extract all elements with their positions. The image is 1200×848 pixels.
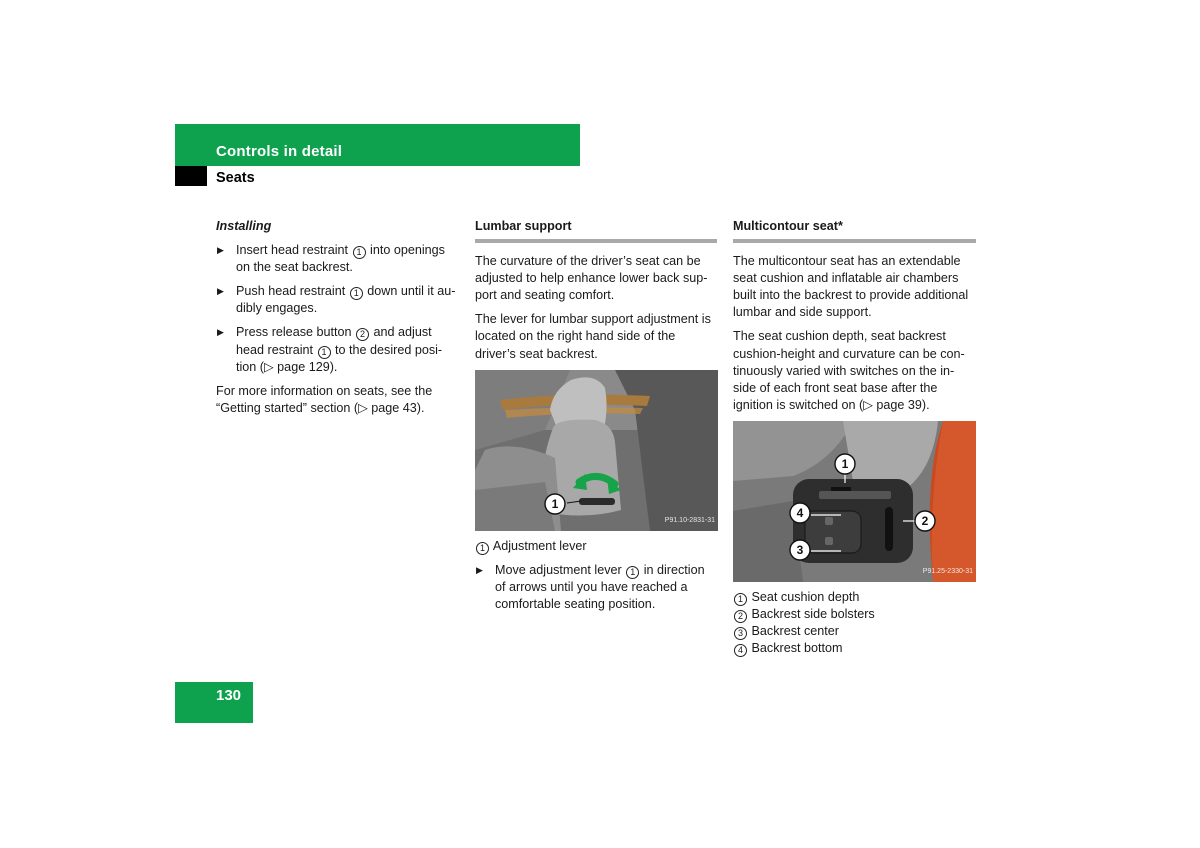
heading-multicontour-seat: Multicontour seat* [733,218,976,243]
header-bar [175,124,580,166]
triangle-right-icon: ▶ [217,245,224,256]
page-number-box [175,682,253,723]
section-subtitle: Seats [216,170,255,186]
callout-number: 1 [476,542,489,555]
triangle-right-icon: ▶ [476,564,483,575]
heading-lumbar-support: Lumbar support [475,218,717,243]
paragraph-lumbar-1: The curvature of the driver’s seat can be adjusted to help enhance lower back sup-port and seating comfort. [475,254,708,303]
paragraph-lumbar-2: The lever for lumbar support adjustment is located on the right hand side of the driver’s seat backrest. [475,312,711,361]
legend-item: 1 Seat cushion depth [733,589,976,606]
figure-callout: 2 [921,513,929,528]
instruction-step: ▶ Press release button 2 and adjust head restraint 1 to the desired posi-tion (▷ page 129). [217,325,443,374]
figure-callout: 1 [841,456,849,471]
page-number: 130 [216,687,242,704]
callout-number: 4 [734,644,747,657]
legend-item: 4 Backrest bottom [733,640,976,657]
callout-number: 1 [626,566,639,579]
paragraph-multicontour-2: The seat cushion depth, seat backrest cushion-height and curvature can be con-tinuously varied with switches on the in-side of each front seat base after the ignition is switched on (▷ page 39). [733,329,965,412]
legend-item: 2 Backrest side bolsters [733,606,976,623]
callout-number: 1 [350,287,363,300]
instruction-step: ▶ Push head restraint 1 down until it au-dibly engages. [217,284,456,316]
instruction-step: ▶ Move adjustment lever 1 in direction of arrows until you have reached a comfortable seating position. [476,562,705,611]
lumbar-lever-photo [475,370,718,531]
header-marker [175,166,207,186]
instruction-step: ▶ Insert head restraint 1 into openings on the seat backrest. [217,243,445,275]
column-installing [216,218,459,424]
triangle-right-icon: ▶ [217,286,224,297]
figure-callout: 3 [796,542,804,557]
multicontour-switch-photo [733,421,976,582]
figure-code: P91.10-2831-31 [664,516,715,524]
figure-callout: 4 [796,505,804,520]
callout-number: 1 [353,246,366,259]
column-lumbar-support [475,218,717,620]
callout-number: 2 [734,610,747,623]
figure-code: P91.25-2330-31 [922,567,973,575]
callout-number: 1 [318,346,331,359]
seat-interior-illustration [475,370,718,531]
callout-number: 3 [734,627,747,640]
seat-switch-illustration [733,421,976,582]
paragraph-more-info: For more information on seats, see the “Getting started” section (▷ page 43). [216,383,433,415]
subheading-installing: Installing [216,219,272,233]
callout-number: 1 [734,593,747,606]
figure-callout: 1 [551,496,559,511]
legend-item: 1 Adjustment lever [475,538,717,555]
section-title: Controls in detail [216,143,343,160]
paragraph-multicontour-1: The multicontour seat has an extendable seat cushion and inflatable air chambers built into the backrest to provide additional lumbar and side support. [733,254,969,320]
column-multicontour-seat [733,218,976,657]
callout-number: 2 [356,328,369,341]
legend-item: 3 Backrest center [733,623,976,640]
triangle-right-icon: ▶ [217,327,224,338]
